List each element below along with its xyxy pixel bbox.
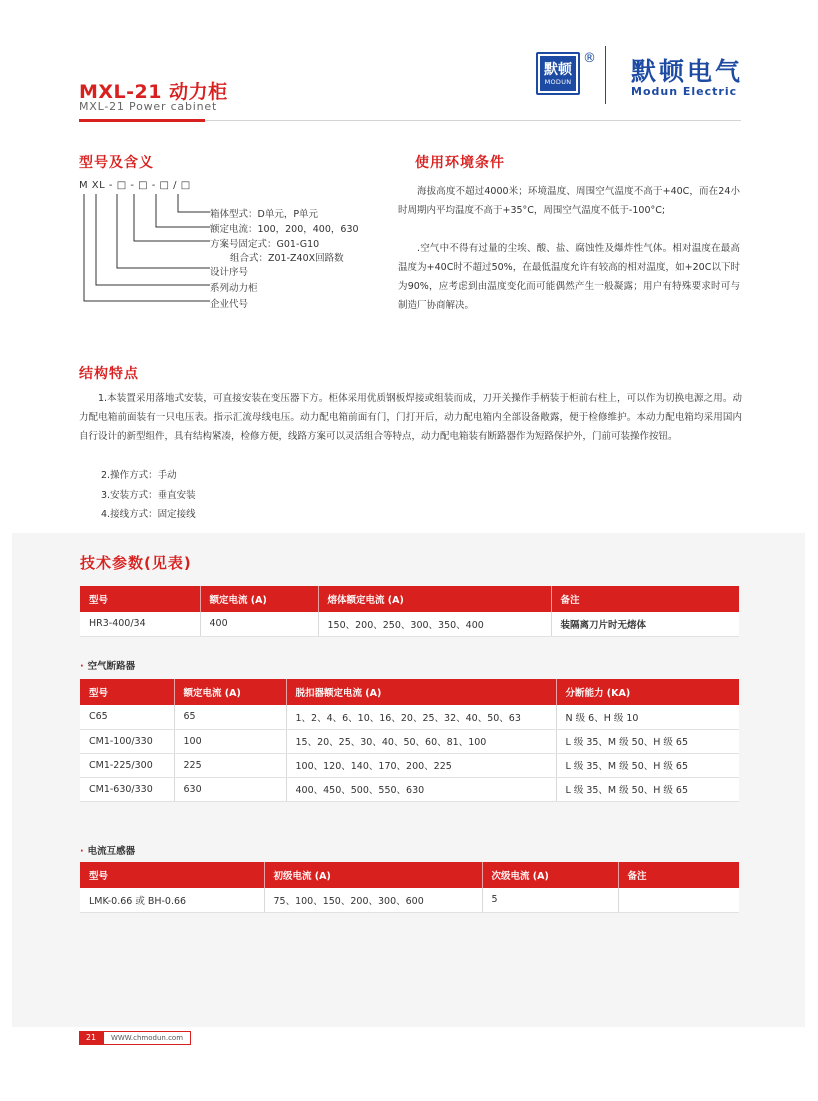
table-cell: 65 (174, 705, 286, 729)
title-divider (205, 120, 741, 121)
legend-item: 设计序号 (210, 267, 249, 278)
env-paragraph: 海拔高度不超过4000米；环境温度、周围空气温度不高于+40C，而在24小时周期内平均温度不高于+35°C，周围空气温度不低于-100°C; (398, 186, 740, 216)
breaker-subhead-label: 空气断路器 (87, 661, 136, 672)
brand-logo-badge (536, 52, 580, 95)
table-row (80, 729, 739, 753)
table-header-row (80, 679, 739, 705)
page-subtitle: MXL-21 Power cabinet (79, 100, 218, 113)
env-paragraph: .空气中不得有过量的尘埃、酸、盐、腐蚀性及爆炸性气体。相对温度在最高温度为+40C时不超过50%，在最低温度允许有较高的相对温度，如+20C以下时为90%，应考虑到由温度变化而可能偶然产生一般凝露；用户有特殊要求时可与制造厂协商解决。 (398, 243, 740, 311)
table-cell: N 级 6、H 级 10 (556, 705, 739, 729)
legend-item: 系列动力柜 (210, 283, 258, 294)
table-row (80, 612, 739, 636)
table-header-cell: 型号 (80, 586, 200, 612)
structure-paragraph: 1.本装置采用落地式安装，可直接安装在变压器下方。柜体采用优质钢板焊接或组装而成，刀开关操作手柄装于柜前右柱上，可以作为切换电源之用。动力配电箱前面装有一只电压表。指示汇流母线电压。动力配电箱前面有门，门打开后，动力配电箱内全部设备敞露，便于检修维护。本动力配电箱均采用国内自行设计的新型组件，具有结构紧凑，检修方便，线路方案可以灵活组合等特点，动力配电箱装有断路器作为短路保护外，门前可装操作按钮。 (79, 393, 742, 442)
logo-badge-cn: 默顿 (544, 61, 572, 78)
legend-item: 方案号固定式：G01-G10 (210, 239, 320, 250)
table-cell: CM1-100/330 (80, 729, 174, 753)
structure-list-item: 3.安装方式：垂直安装 (101, 490, 196, 501)
legend-item: 额定电流：100，200，400，630 (210, 224, 359, 235)
title-underline-accent (79, 119, 205, 122)
logo-divider (605, 46, 606, 104)
table-header-row (80, 586, 739, 612)
tech-params-title: 技术参数(见表) (80, 554, 192, 572)
breaker-subhead (80, 658, 135, 672)
structure-list-item: 2.操作方式：手动 (101, 470, 177, 481)
table-header-cell: 型号 (80, 679, 174, 705)
table-cell: 400 (200, 612, 318, 636)
table-header-cell: 分断能力 (KA) (556, 679, 739, 705)
table-header-cell: 备注 (551, 586, 739, 612)
fuse-table (80, 586, 739, 637)
table-cell: 400、450、500、550、630 (286, 777, 556, 801)
table-header-cell: 次级电流 (A) (482, 862, 618, 888)
table-cell: 225 (174, 753, 286, 777)
structure-section-heading: 结构特点 (79, 366, 139, 382)
table-cell: 100、120、140、170、200、225 (286, 753, 556, 777)
logo-badge-en: MODUN (544, 77, 572, 86)
table-header-cell: 初级电流 (A) (264, 862, 482, 888)
table-cell: L 级 35、M 级 50、H 级 65 (556, 777, 739, 801)
brand-name-cn: 默顿电气 (631, 57, 744, 86)
table-cell: 150、200、250、300、350、400 (318, 612, 551, 636)
registered-mark: ® (583, 51, 596, 66)
table-header-cell: 熔体额定电流 (A) (318, 586, 551, 612)
structure-list-item: 4.接线方式：固定接线 (101, 509, 196, 520)
table-cell: 5 (482, 888, 618, 912)
table-cell: L 级 35、M 级 50、H 级 65 (556, 753, 739, 777)
table-header-cell: 型号 (80, 862, 264, 888)
ct-subhead (80, 843, 135, 857)
table-cell: C65 (80, 705, 174, 729)
table-cell: 75、100、150、200、300、600 (264, 888, 482, 912)
table-cell: 15、20、25、30、40、50、60、81、100 (286, 729, 556, 753)
breaker-table (80, 679, 739, 802)
table-cell: CM1-630/330 (80, 777, 174, 801)
ct-table (80, 862, 739, 913)
table-cell: CM1-225/300 (80, 753, 174, 777)
page-title: MXL-21 动力柜 (79, 81, 228, 103)
table-row (80, 888, 739, 912)
table-row (80, 753, 739, 777)
table-cell: HR3-400/34 (80, 612, 200, 636)
table-cell: LMK-0.66 或 BH-0.66 (80, 888, 264, 912)
table-cell (618, 888, 739, 912)
bullet-dot: · (80, 661, 84, 672)
env-section-heading: 使用环境条件 (415, 155, 505, 171)
table-header-cell: 脱扣器额定电流 (A) (286, 679, 556, 705)
table-header-row (80, 862, 739, 888)
table-row (80, 777, 739, 801)
legend-item: 组合式：Z01-Z40X回路数 (230, 253, 344, 264)
model-legend-lines (79, 188, 211, 304)
ct-subhead-label: 电流互感器 (87, 846, 136, 857)
website-link[interactable]: WWW.chmodun.com (103, 1031, 191, 1045)
bullet-dot: · (80, 846, 84, 857)
legend-item: 企业代号 (210, 299, 249, 310)
page-number: 21 (79, 1031, 103, 1045)
table-cell: L 级 35、M 级 50、H 级 65 (556, 729, 739, 753)
table-cell: 630 (174, 777, 286, 801)
legend-item: 箱体型式：D单元，P单元 (210, 209, 319, 220)
table-cell: 100 (174, 729, 286, 753)
table-row (80, 705, 739, 729)
table-cell: 1、2、4、6、10、16、20、25、32、40、50、63 (286, 705, 556, 729)
table-header-cell: 备注 (618, 862, 739, 888)
table-header-cell: 额定电流 (A) (200, 586, 318, 612)
model-code: M XL - □ - □ - □ / □ (79, 180, 191, 191)
brand-name-en: Modun Electric (631, 85, 738, 98)
table-cell: 装隔离刀片时无熔体 (551, 612, 739, 636)
model-section-heading: 型号及含义 (79, 155, 154, 171)
table-header-cell: 额定电流 (A) (174, 679, 286, 705)
